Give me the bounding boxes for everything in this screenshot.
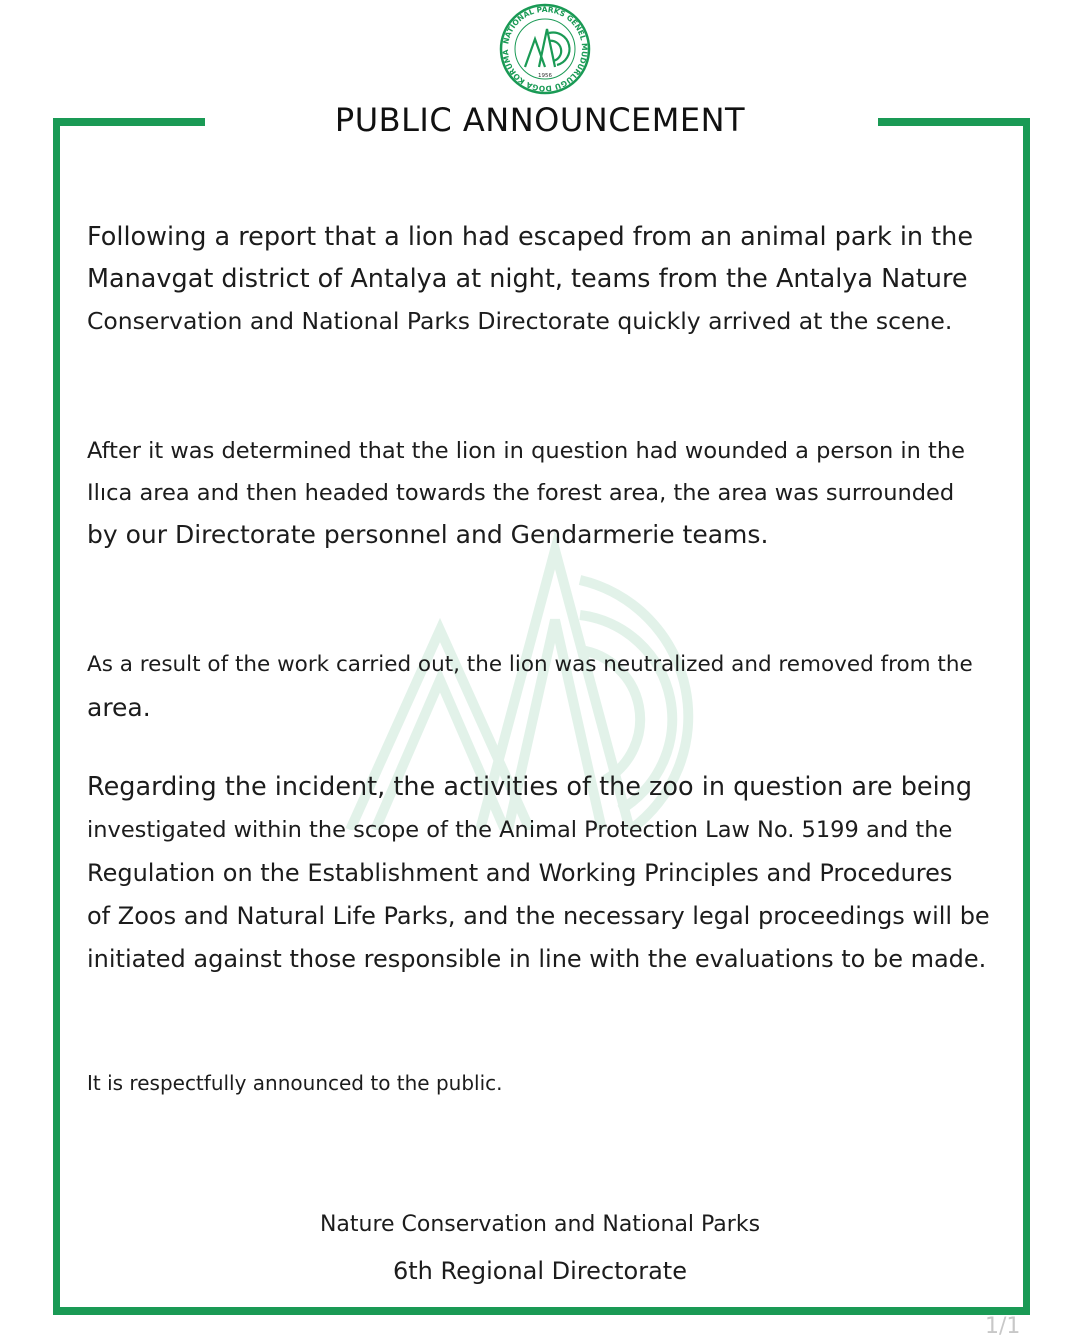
paragraph-line: Conservation and National Parks Directorate quickly arrived at the scene. xyxy=(87,307,953,335)
paragraph-line: It is respectfully announced to the public. xyxy=(87,1071,503,1095)
paragraph-line: Following a report that a lion had escaped from an animal park in the xyxy=(87,222,974,252)
paragraph-4 xyxy=(87,766,1017,981)
frame-border-left xyxy=(53,118,60,1315)
paragraph-line: Ilıca area and then headed towards the forest area, the area was surrounded xyxy=(87,480,955,506)
page-title: PUBLIC ANNOUNCEMENT xyxy=(334,101,746,139)
paragraph-2 xyxy=(87,430,1017,556)
paragraph-line: Regarding the incident, the activities of the zoo in question are being xyxy=(87,772,973,802)
paragraph-line: area. xyxy=(87,693,151,722)
frame-border-bottom xyxy=(53,1307,1030,1315)
paragraph-line: As a result of the work carried out, the lion was neutralized and removed from the xyxy=(87,652,973,677)
paragraph-line: investigated within the scope of the Animal Protection Law No. 5199 and the xyxy=(87,817,953,843)
svg-text:NATIONAL PARKS GENEL MÜDÜRLÜĞÜ: NATIONAL PARKS GENEL MÜDÜRLÜĞÜ DOĞA KORUMA xyxy=(500,4,590,94)
paragraph-line: of Zoos and Natural Life Parks, and the necessary legal proceedings will be xyxy=(87,902,990,930)
signature-line-2: 6th Regional Directorate xyxy=(393,1257,687,1285)
frame-border-right xyxy=(1023,118,1030,1315)
paragraph-line: Manavgat district of Antalya at night, teams from the Antalya Nature xyxy=(87,264,968,294)
paragraph-line: After it was determined that the lion in question had wounded a person in the xyxy=(87,438,965,464)
paragraph-5 xyxy=(87,1068,1017,1098)
svg-text:1956: 1956 xyxy=(538,73,552,79)
page-indicator: 1/1 xyxy=(985,1314,1021,1339)
paragraph-line: by our Directorate personnel and Gendarmerie teams. xyxy=(87,520,769,549)
paragraph-1 xyxy=(87,216,1017,342)
paragraph-line: initiated against those responsible in line with the evaluations to be made. xyxy=(87,945,987,973)
paragraph-line: Regulation on the Establishment and Working Principles and Procedures xyxy=(87,859,953,887)
signature-line-1: Nature Conservation and National Parks xyxy=(319,1212,761,1237)
paragraph-3 xyxy=(87,643,1017,729)
national-parks-logo-icon xyxy=(499,3,591,95)
